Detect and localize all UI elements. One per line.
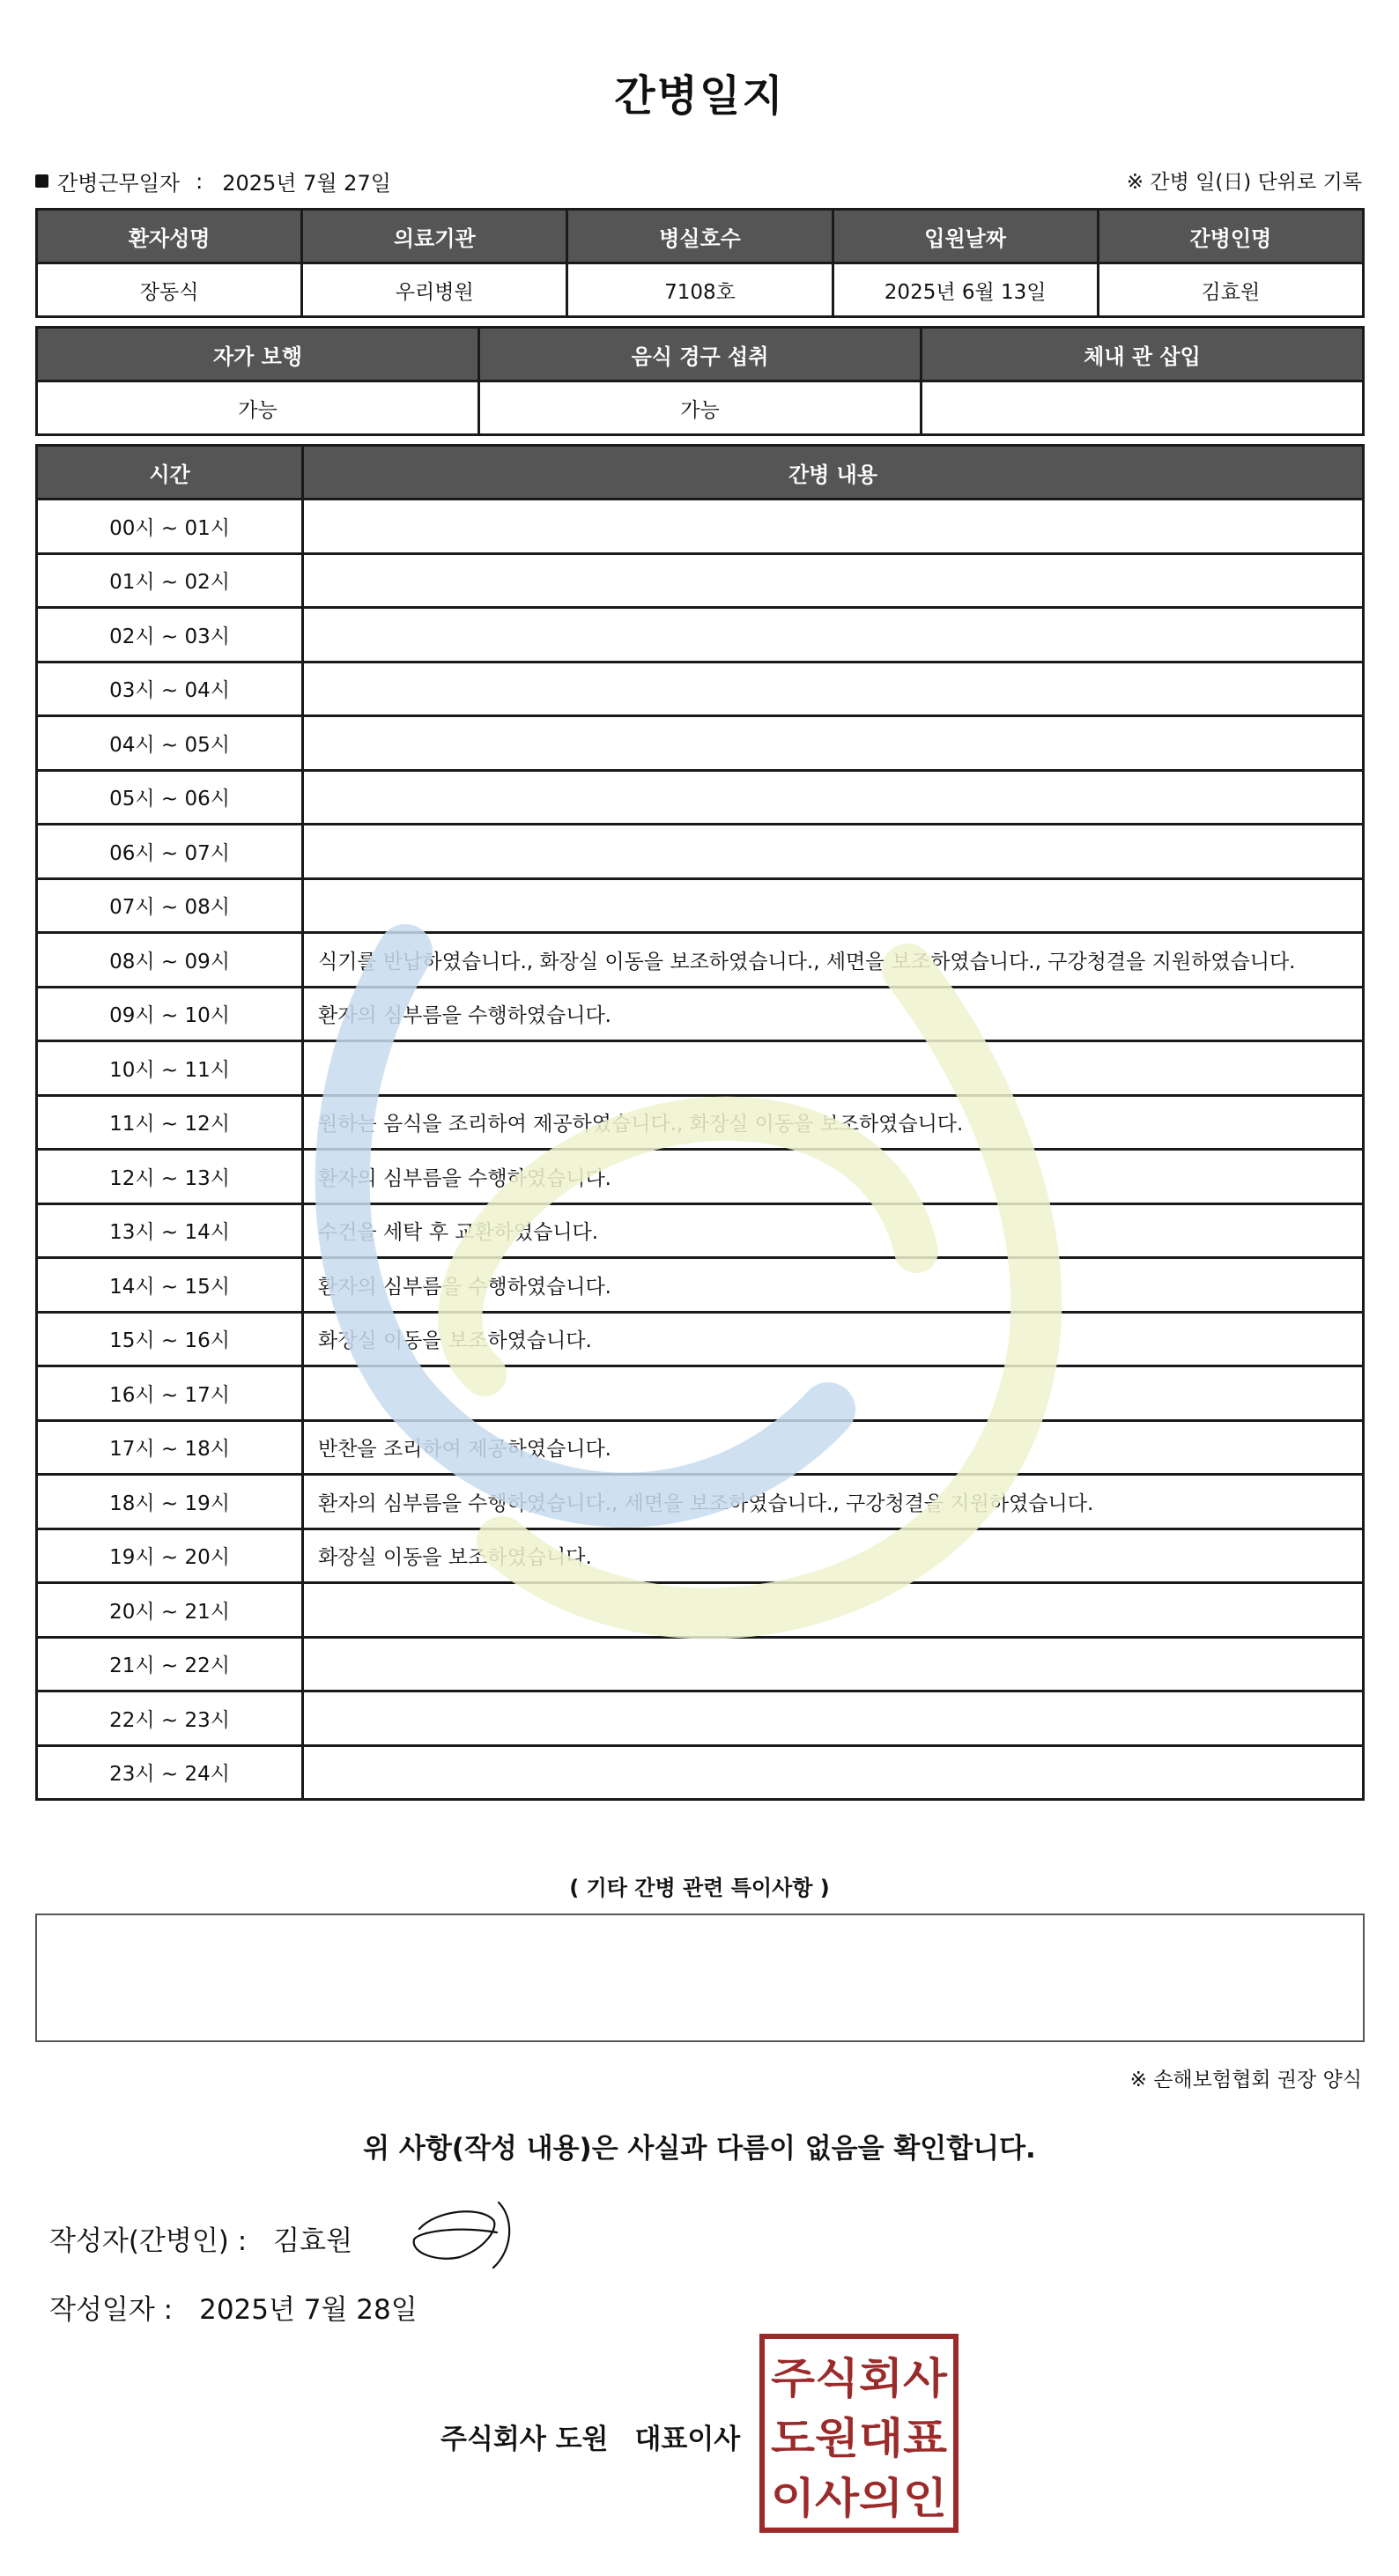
- value-caregiver-name: 김효원: [1098, 263, 1363, 317]
- handwritten-signature-icon: [402, 2194, 516, 2273]
- table-row: [37, 1150, 1364, 1204]
- care-content-cell: 원하는 음식을 조리하여 제공하였습니다., 화장실 이동을 보조하였습니다.: [303, 1095, 1364, 1150]
- table-row: [37, 1203, 1364, 1258]
- time-cell: 16시 ~ 17시: [37, 1366, 303, 1421]
- care-content-cell: 수건을 세탁 후 교환하였습니다.: [303, 1203, 1364, 1258]
- confirmation-statement: 위 사항(작성 내용)은 사실과 다름이 없음을 확인합니다.: [363, 2133, 1036, 2165]
- care-content-cell: [303, 1041, 1364, 1096]
- care-content-cell: 환자의 심부름을 수행하였습니다.: [303, 1150, 1364, 1204]
- value-room: 7108호: [567, 263, 833, 317]
- table-row: [37, 1095, 1364, 1150]
- care-content-cell: [303, 878, 1364, 933]
- care-content-cell: [303, 553, 1364, 608]
- time-cell: 17시 ~ 18시: [37, 1420, 303, 1475]
- time-cell: 10시 ~ 11시: [37, 1041, 303, 1096]
- table-row: [37, 1637, 1364, 1691]
- time-cell: 03시 ~ 04시: [37, 662, 303, 716]
- header-time: 시간: [37, 446, 303, 500]
- value-tube-insertion: [922, 381, 1364, 435]
- time-cell: 08시 ~ 09시: [37, 933, 303, 988]
- writer-name: 김효원: [273, 2225, 353, 2257]
- company-line: [440, 2417, 740, 2456]
- table-row: [37, 987, 1364, 1041]
- written-date-line: [49, 2287, 418, 2327]
- care-content-cell: [303, 716, 1364, 771]
- ability-value-row: [37, 381, 1364, 435]
- time-cell: 04시 ~ 05시: [37, 716, 303, 771]
- patient-info-table: [35, 208, 1365, 318]
- patient-value-row: [37, 263, 1364, 317]
- table-row: [37, 1420, 1364, 1475]
- table-row: [37, 1312, 1364, 1366]
- care-content-cell: 환자의 심부름을 수행하였습니다., 세면을 보조하였습니다., 구강청결을 지원하였습니다.: [303, 1475, 1364, 1529]
- time-cell: 15시 ~ 16시: [37, 1312, 303, 1366]
- table-row: [37, 1745, 1364, 1800]
- care-content-cell: [303, 608, 1364, 663]
- company-seal-icon: [759, 2333, 959, 2534]
- special-notes-box: [35, 1913, 1365, 2042]
- insurer-note: ※ 손해보험협회 권장 양식: [1129, 2069, 1362, 2091]
- table-row: [37, 770, 1364, 825]
- care-content-cell: 반찬을 조리하여 제공하였습니다.: [303, 1420, 1364, 1475]
- care-content-cell: [303, 825, 1364, 879]
- page-title: 간병일지: [614, 71, 785, 121]
- header-admission-date: 입원날짜: [833, 210, 1098, 263]
- seal-text-line: 이사의인: [771, 2474, 947, 2523]
- work-date-label: 간병근무일자: [57, 171, 181, 196]
- writer-line: [49, 2218, 352, 2258]
- table-row: [37, 500, 1364, 554]
- seal-text-line: 주식회사: [771, 2354, 948, 2403]
- header-room: 병실호수: [567, 210, 833, 263]
- header-oral-intake: 음식 경구 섭취: [479, 328, 922, 381]
- header-patient-name: 환자성명: [37, 210, 302, 263]
- header-hospital: 의료기관: [302, 210, 567, 263]
- table-row: [37, 933, 1364, 988]
- table-row: [37, 1583, 1364, 1638]
- care-log-table: [35, 444, 1365, 1801]
- time-cell: 22시 ~ 23시: [37, 1691, 303, 1746]
- value-self-walking: 가능: [37, 381, 479, 435]
- time-cell: 06시 ~ 07시: [37, 825, 303, 879]
- time-cell: 01시 ~ 02시: [37, 553, 303, 608]
- value-oral-intake: 가능: [479, 381, 922, 435]
- writer-label: 작성자(간병인) :: [49, 2225, 248, 2257]
- time-cell: 23시 ~ 24시: [37, 1745, 303, 1800]
- table-row: [37, 1258, 1364, 1313]
- time-cell: 11시 ~ 12시: [37, 1095, 303, 1150]
- written-date-label: 작성일자 :: [49, 2294, 174, 2326]
- header-caregiver-name: 간병인명: [1098, 210, 1363, 263]
- patient-header-row: [37, 210, 1364, 263]
- care-content-cell: [303, 770, 1364, 825]
- representative-title: 대표이사: [634, 2424, 741, 2455]
- value-patient-name: 장동식: [37, 263, 302, 317]
- care-content-cell: [303, 1583, 1364, 1638]
- work-date-value: 2025년 7월 27일: [222, 171, 391, 196]
- care-content-cell: 화장실 이동을 보조하였습니다.: [303, 1529, 1364, 1583]
- bullet-square-icon: [35, 174, 48, 188]
- work-date-colon: :: [196, 168, 204, 194]
- time-cell: 09시 ~ 10시: [37, 987, 303, 1041]
- time-cell: 21시 ~ 22시: [37, 1637, 303, 1691]
- care-content-cell: 식기를 반납하였습니다., 화장실 이동을 보조하였습니다., 세면을 보조하였습니다., 구강청결을 지원하였습니다.: [303, 933, 1364, 988]
- time-cell: 12시 ~ 13시: [37, 1150, 303, 1204]
- time-cell: 02시 ~ 03시: [37, 608, 303, 663]
- care-content-cell: 화장실 이동을 보조하였습니다.: [303, 1312, 1364, 1366]
- time-cell: 07시 ~ 08시: [37, 878, 303, 933]
- care-content-cell: [303, 662, 1364, 716]
- ability-header-row: [37, 328, 1364, 381]
- table-row: [37, 878, 1364, 933]
- table-row: [37, 716, 1364, 771]
- time-cell: 18시 ~ 19시: [37, 1475, 303, 1529]
- table-row: [37, 662, 1364, 716]
- care-content-cell: [303, 500, 1364, 554]
- special-notes-title: ( 기타 간병 관련 특이사항 ): [569, 1876, 830, 1900]
- ability-table: [35, 326, 1365, 436]
- time-cell: 05시 ~ 06시: [37, 770, 303, 825]
- header-tube-insertion: 체내 관 삽입: [922, 328, 1364, 381]
- care-content-cell: [303, 1366, 1364, 1421]
- time-cell: 14시 ~ 15시: [37, 1258, 303, 1313]
- time-cell: 19시 ~ 20시: [37, 1529, 303, 1583]
- written-date-value: 2025년 7월 28일: [199, 2294, 418, 2326]
- table-row: [37, 553, 1364, 608]
- care-content-cell: [303, 1745, 1364, 1800]
- care-content-cell: 환자의 심부름을 수행하였습니다.: [303, 987, 1364, 1041]
- value-hospital: 우리병원: [302, 263, 567, 317]
- care-content-cell: 환자의 심부름을 수행하였습니다.: [303, 1258, 1364, 1313]
- seal-text-line: 도원대표: [771, 2414, 948, 2463]
- unit-note: ※ 간병 일(日) 단위로 기록: [1126, 171, 1362, 194]
- time-cell: 20시 ~ 21시: [37, 1583, 303, 1638]
- header-self-walking: 자가 보행: [37, 328, 479, 381]
- work-date-line: [35, 166, 391, 196]
- care-content-cell: [303, 1637, 1364, 1691]
- table-row: [37, 1366, 1364, 1421]
- table-row: [37, 1475, 1364, 1529]
- time-cell: 13시 ~ 14시: [37, 1203, 303, 1258]
- value-admission-date: 2025년 6월 13일: [833, 263, 1098, 317]
- table-row: [37, 1691, 1364, 1746]
- header-care-content: 간병 내용: [303, 446, 1364, 500]
- table-row: [37, 825, 1364, 879]
- table-row: [37, 608, 1364, 663]
- company-name: 주식회사 도원: [440, 2424, 609, 2455]
- table-row: [37, 1041, 1364, 1096]
- care-content-cell: [303, 1691, 1364, 1746]
- care-log-body: [37, 500, 1364, 1800]
- table-row: [37, 1529, 1364, 1583]
- time-cell: 00시 ~ 01시: [37, 500, 303, 554]
- care-log-header-row: [37, 446, 1364, 500]
